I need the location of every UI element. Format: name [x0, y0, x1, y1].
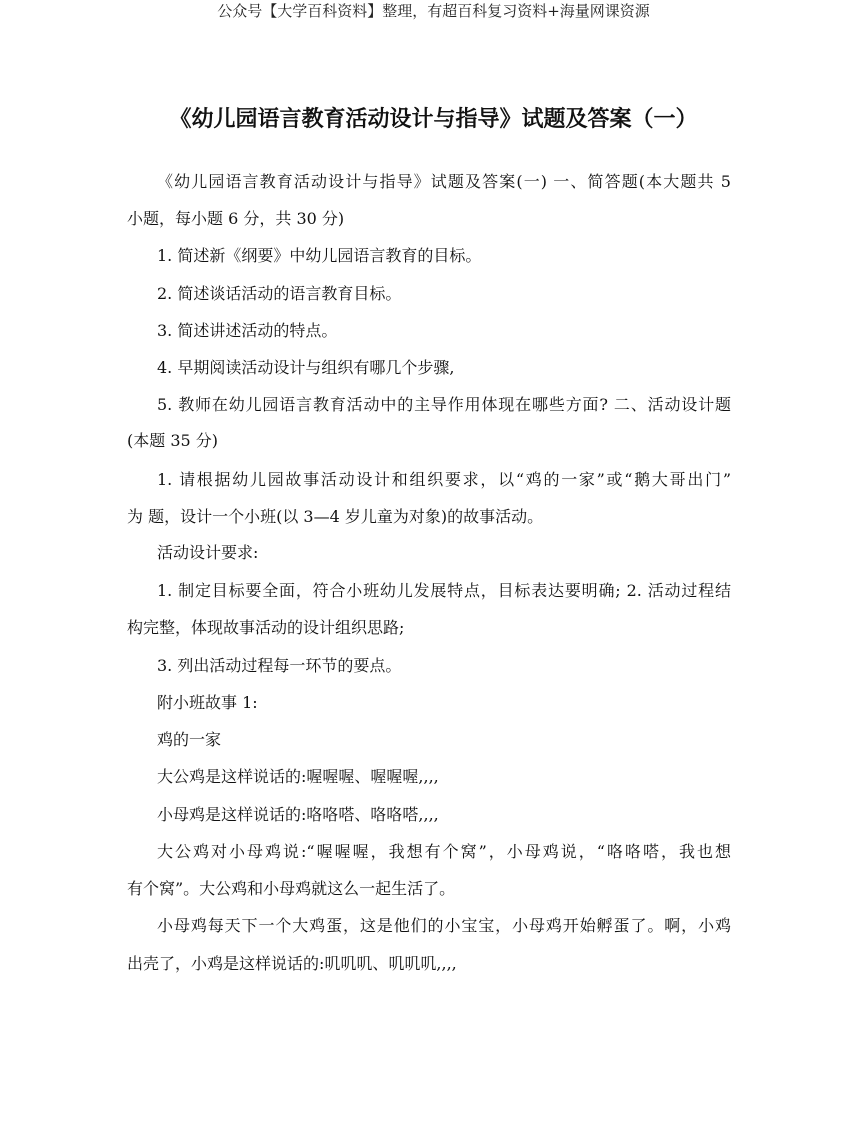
document-title: 《幼儿园语言教育活动设计与指导》试题及答案（一） [169, 107, 698, 132]
text-line: 5. 教师在幼儿园语言教育活动中的主导作用体现在哪些方面? 二、活动设计题 [157, 395, 731, 414]
text-line: 小母鸡每天下一个大鸡蛋，这是他们的小宝宝，小母鸡开始孵蛋了。啊，小鸡 [157, 916, 731, 935]
text-line: 活动设计要求: [157, 543, 259, 562]
text-line: 小母鸡是这样说话的:咯咯嗒、咯咯嗒,,,, [157, 805, 439, 824]
text-line: 小题，每小题 6 分，共 30 分) [127, 209, 345, 228]
text-line: 1. 请根据幼儿园故事活动设计和组织要求，以“鸡的一家”或“鹅大哥出门” [157, 470, 731, 489]
text-line: 构完整，体现故事活动的设计组织思路; [127, 618, 405, 637]
text-line: 1. 制定目标要全面，符合小班幼儿发展特点，目标表达要明确; 2. 活动过程结 [157, 581, 731, 600]
text-line: 大公鸡是这样说话的:喔喔喔、喔喔喔,,,, [157, 767, 439, 786]
text-line: 4. 早期阅读活动设计与组织有哪几个步骤, [157, 358, 455, 377]
text-line: 《幼儿园语言教育活动设计与指导》试题及答案(一) 一、简答题(本大题共 5 [157, 172, 731, 191]
text-line: 3. 简述讲述活动的特点。 [157, 321, 338, 340]
header-note: 公众号【大学百科资料】整理，有超百科复习资料+海量网课资源 [217, 2, 650, 20]
text-line: 1. 简述新《纲要》中幼儿园语言教育的目标。 [157, 246, 482, 265]
text-line: 为 题，设计一个小班(以 3—4 岁儿童为对象)的故事活动。 [127, 507, 544, 526]
text-line: 出壳了，小鸡是这样说话的:叽叽叽、叽叽叽,,,, [127, 954, 457, 973]
text-line: (本题 35 分) [127, 431, 219, 450]
text-line: 大公鸡对小母鸡说:“喔喔喔，我想有个窝”，小母鸡说，“咯咯嗒，我也想 [157, 842, 731, 861]
text-line: 2. 简述谈话活动的语言教育目标。 [157, 284, 402, 303]
text-line: 附小班故事 1: [157, 693, 258, 712]
text-line: 鸡的一家 [157, 730, 222, 749]
text-line: 有个窝”。大公鸡和小母鸡就这么一起生活了。 [127, 879, 456, 898]
text-line: 3. 列出活动过程每一环节的要点。 [157, 656, 402, 675]
